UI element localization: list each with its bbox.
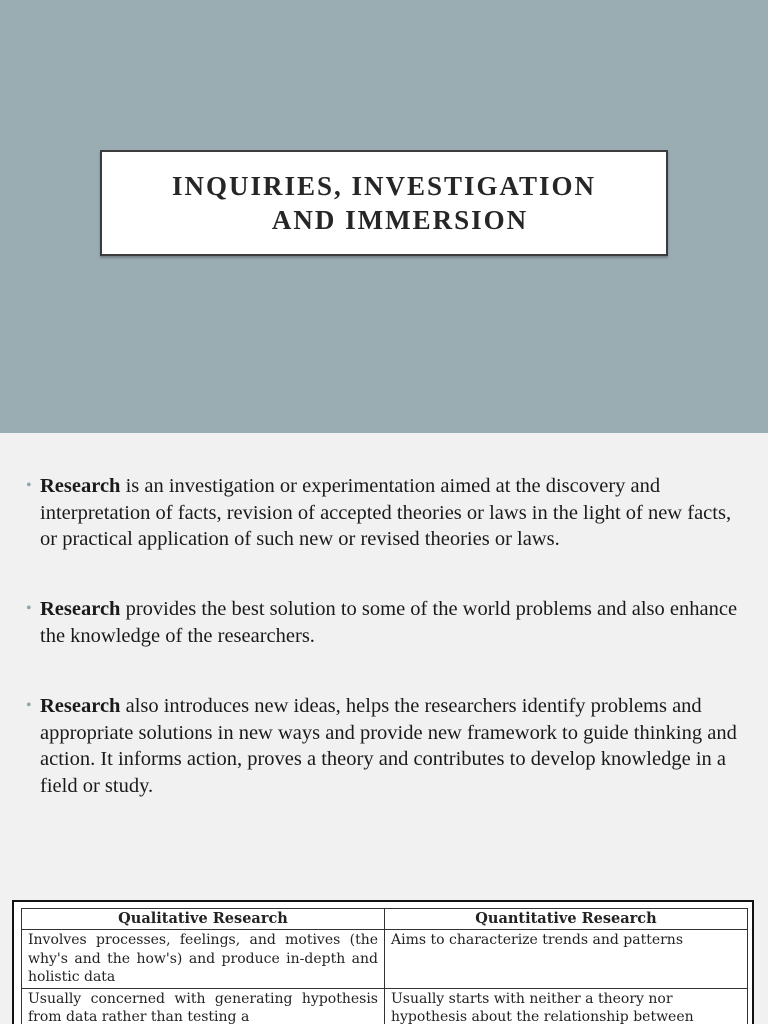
table-cell: Involves processes, feelings, and motives (the why's and the how's) and produce in-depth and holistic data xyxy=(22,930,385,989)
bullet-bold-term: Research xyxy=(40,598,121,620)
title-line-2: AND IMMERSION xyxy=(271,205,529,235)
bullet-text: is an investigation or experimentation aimed at the discovery and interpretation of facts, revision of accepted theories or laws in the light of new facts, or practical application of such new or revised theories or laws. xyxy=(40,475,732,550)
bullet-text: also introduces new ideas, helps the researchers identify problems and appropriate solutions in new ways and provide new framework to guide thinking and action. It informs action, proves a theory and contributes to develop knowledge in a field or study. xyxy=(40,695,737,797)
header-qualitative: Qualitative Research xyxy=(22,909,385,930)
bullet-item xyxy=(26,596,740,649)
table-header-row xyxy=(22,909,748,930)
bullet-dot-icon: • xyxy=(26,697,32,714)
comparison-table-slide xyxy=(12,900,754,1024)
bullet-dot-icon: • xyxy=(26,477,32,494)
bullet-bold-term: Research xyxy=(40,475,121,497)
table-row xyxy=(22,930,748,989)
bullet-dot-icon: • xyxy=(26,600,32,617)
table-cell: Usually starts with neither a theory nor hypothesis about the relationship between xyxy=(385,988,748,1024)
bullet-text: provides the best solution to some of the world problems and also enhance the knowledge of the researchers. xyxy=(40,598,738,647)
bullet-bold-term: Research xyxy=(40,695,121,717)
title-line-1: INQUIRIES, INVESTIGATION xyxy=(171,171,597,201)
header-quantitative: Quantitative Research xyxy=(385,909,748,930)
research-bullets-slide xyxy=(0,433,768,903)
title-slide xyxy=(0,0,768,433)
comparison-table xyxy=(21,908,748,1024)
title-box xyxy=(100,150,668,256)
table-cell: Aims to characterize trends and patterns xyxy=(385,930,748,989)
bullet-item xyxy=(26,473,740,553)
table-row xyxy=(22,988,748,1024)
bullet-item xyxy=(26,693,740,799)
table-cell: Usually concerned with generating hypothesis from data rather than testing a xyxy=(22,988,385,1024)
